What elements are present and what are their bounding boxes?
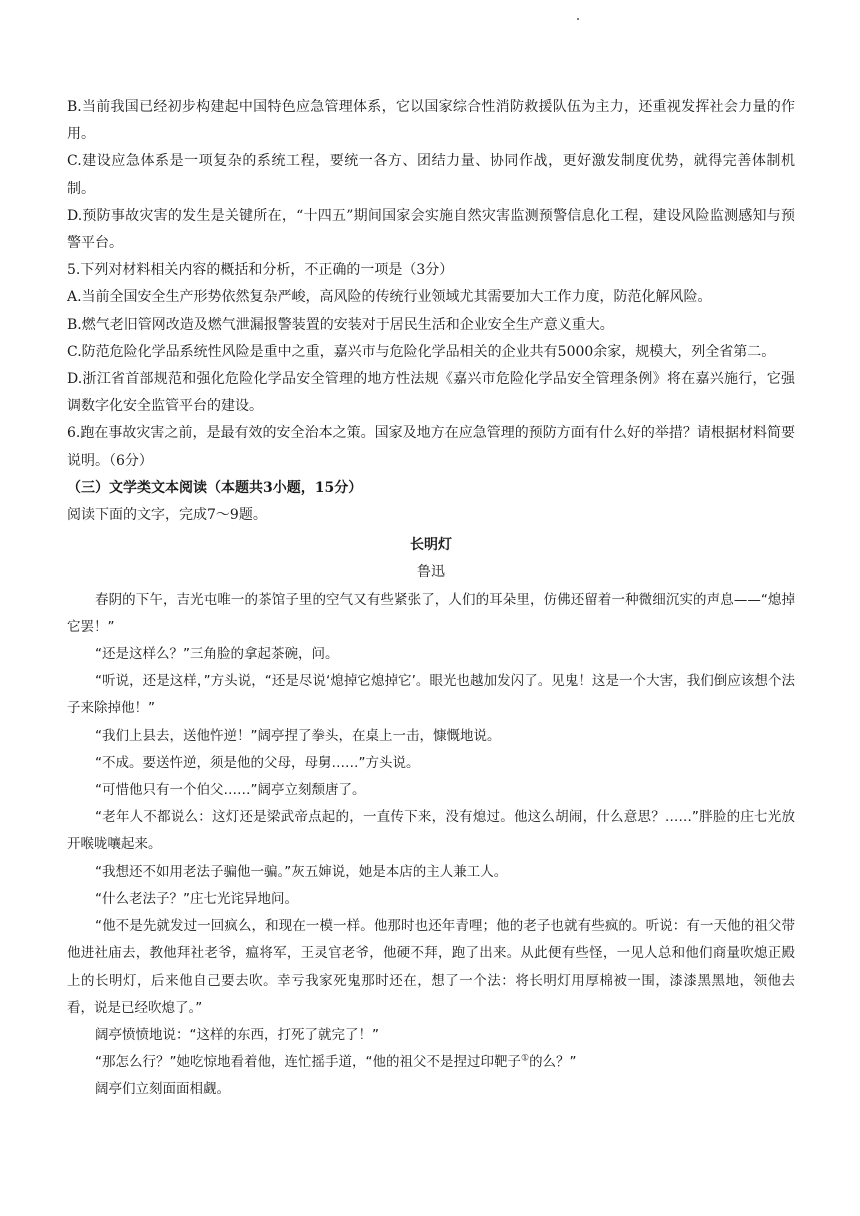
q5-option-c: C.防范危险化学品系统性风险是重中之重，嘉兴市与危险化学品相关的企业共有5000余家，规模大，列全省第二。	[67, 343, 776, 360]
story-paragraph: “他不是先就发过一回疯么，和现在一模一样。他那时也还年青哩；他的老子也就有些疯的。听说：有一天他的祖父带他进社庙去，教他拜社老爷，瘟将军，王灵官老爷，他硬不拜，跑了出来。从此便有些怪，一见人总和他们商量吹熄正殿上的长明灯，后来他自己要去吹。幸亏我家死鬼那时还在，想了一个法：将长明灯用厚棉被一围，漆漆黑黑地，领他去看，说是已经吹熄了。”	[67, 918, 795, 1016]
q6-stem: 6.跑在事故灾害之前，是最有效的安全治本之策。国家及地方在应急管理的预防方面有什么好的举措？请根据材料简要说明。（6分）	[67, 425, 795, 469]
story-paragraph: “老年人不都说么：这灯还是梁武帝点起的，一直传下来，没有熄过。他这么胡闹，什么意思？……”胖脸的庄七光放开喉咙嚷起来。	[67, 809, 795, 853]
footnote-marker[interactable]: ①	[520, 1053, 530, 1064]
story-body	[67, 587, 795, 1104]
q5-stem: 5.下列对材料相关内容的概括和分析，不正确的一项是（3分）	[67, 262, 454, 279]
q4-option-c: C.建设应急体系是一项复杂的系统工程，要统一各方、团结力量、协同作战，更好激发制度优势，就得完善体制机制。	[67, 153, 795, 197]
story-paragraph-with-note	[67, 1049, 795, 1076]
section-heading: （三）文学类文本阅读（本题共3小题，15分）	[67, 479, 363, 496]
document-page	[67, 94, 795, 1104]
q4-option-b: B.当前我国已经初步构建起中国特色应急管理体系，它以国家综合性消防救援队伍为主力，还重视发挥社会力量的作用。	[67, 99, 795, 143]
story-paragraph: 春阴的下午，吉光屯唯一的茶馆子里的空气又有些紧张了，人们的耳朵里，仿佛还留着一种微细沉实的声息——“熄掉它罢！”	[67, 591, 795, 635]
q5-option-d: D.浙江省首部规范和强化危险化学品安全管理的地方性法规《嘉兴市危险化学品安全管理条例》将在嘉兴施行，它强调数字化安全监管平台的建设。	[67, 371, 795, 415]
story-text: “那怎么行？”她吃惊地看着他，连忙摇手道，“他的祖父不是捏过印靶子	[95, 1054, 521, 1071]
q5-option-a: A.当前全国安全生产形势依然复杂严峻，高风险的传统行业领域尤其需要加大工作力度，防范化解风险。	[67, 289, 712, 306]
story-paragraph: “听说，还是这样，”方头说，“还是尽说‘熄掉它熄掉它’。眼光也越加发闪了。见鬼！这是一个大害，我们倒应该想个法子来除掉他！”	[67, 673, 795, 717]
story-paragraph: “不成。要送忤逆，须是他的父母，母舅……”方头说。	[95, 754, 420, 771]
story-paragraph: “我想还不如用老法子骗他一骗。”灰五婶说，她是本店的主人兼工人。	[95, 863, 508, 880]
story-paragraph: “我们上县去，送他忤逆！”阔亭捏了拳头，在桌上一击，慷慨地说。	[95, 727, 501, 744]
story-paragraph: 阔亭们立刻面面相觑。	[95, 1081, 230, 1098]
q4-option-d: D.预防事故灾害的发生是关键所在，“十四五”期间国家会实施自然灾害监测预警信息化工程，建设风险监测感知与预警平台。	[67, 207, 795, 252]
story-title: 长明灯	[410, 537, 452, 554]
story-text: 的么？”	[529, 1054, 577, 1071]
section-instruction: 阅读下面的文字，完成7～9题。	[67, 507, 267, 524]
story-paragraph: 阔亭愤愤地说：“这样的东西，打死了就完了！”	[95, 1026, 379, 1043]
story-paragraph: “还是这样么？”三角脸的拿起茶碗，问。	[95, 646, 339, 663]
story-paragraph: “可惜他只有一个伯父……”阔亭立刻颓唐了。	[95, 782, 366, 799]
q5-option-b: B.燃气老旧管网改造及燃气泄漏报警装置的安装对于居民生活和企业安全生产意义重大。	[67, 316, 614, 333]
story-paragraph: “什么老法子？”庄七光诧异地问。	[95, 890, 298, 907]
page-mark	[577, 18, 579, 20]
story-author: 鲁迅	[417, 564, 445, 581]
